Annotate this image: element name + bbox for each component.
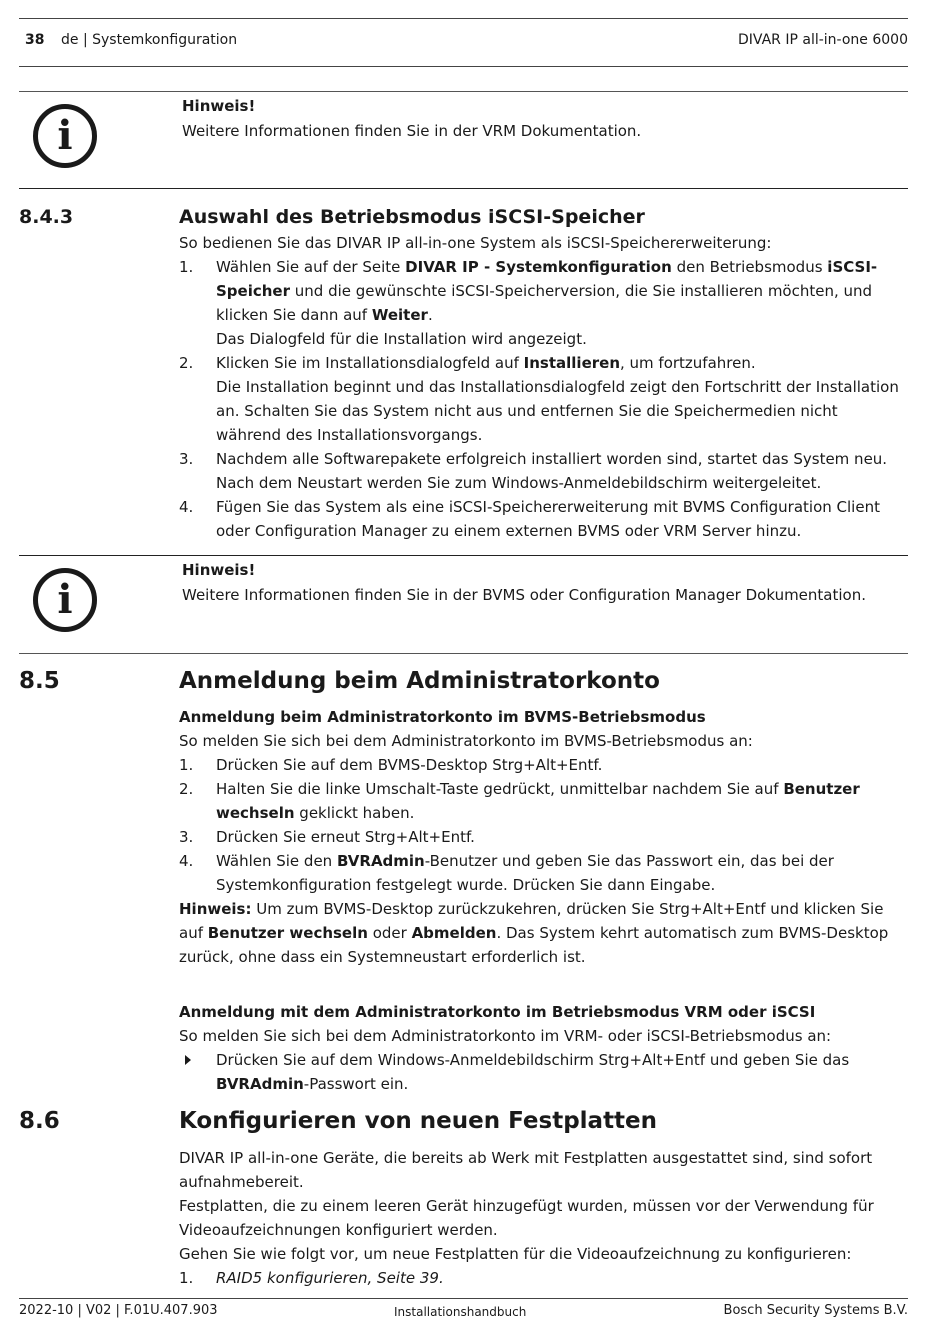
list-item [179, 351, 904, 447]
list-item [179, 777, 904, 825]
step-text: , um fortzufahren. [620, 354, 756, 372]
step-number: 3. [179, 450, 194, 468]
note-box [19, 92, 908, 188]
step-number: 4. [179, 852, 194, 870]
step-text: Drücken Sie auf dem BVMS-Desktop Strg+Alt+Entf. [216, 756, 603, 774]
list-item [179, 447, 904, 495]
paragraph: Gehen Sie wie folgt vor, um neue Festplatten für die Videoaufzeichnung zu konfigurieren: [179, 1245, 852, 1263]
section-body [179, 231, 904, 543]
hint-label: Hinweis: [179, 900, 252, 918]
section-title: Anmeldung beim Administratorkonto [179, 668, 660, 694]
ui-label: BVRAdmin [216, 1075, 304, 1093]
list-item [179, 255, 904, 351]
header-section: de | Systemkonfiguration [61, 32, 238, 48]
note-text: Weitere Informationen finden Sie in der VRM Dokumentation. [182, 122, 642, 140]
list-item [179, 1048, 904, 1096]
step-number: 1. [179, 258, 194, 276]
section-number: 8.4.3 [19, 206, 74, 228]
header-product: DIVAR IP all-in-one 6000 [738, 32, 908, 48]
section-title: Auswahl des Betriebsmodus iSCSI-Speicher [179, 206, 645, 228]
note-box [19, 556, 908, 652]
section-number: 8.5 [19, 668, 60, 694]
intro-text: So melden Sie sich bei dem Administratorkonto im BVMS-Betriebsmodus an: [179, 732, 753, 750]
step-number: 1. [179, 756, 194, 774]
step-text: Fügen Sie das System als eine iSCSI-Speichererweiterung mit BVMS Configuration Client oder Configuration Manager zu einem externen BVMS oder VRM Server hinzu. [216, 498, 880, 540]
step-text: . [427, 306, 433, 324]
step-list [179, 255, 904, 543]
step-text: Drücken Sie auf dem Windows-Anmeldebildschirm Strg+Alt+Entf und geben Sie das [216, 1051, 850, 1069]
step-number: 1. [179, 1269, 194, 1287]
list-item [179, 849, 904, 897]
ui-label: DIVAR IP - Systemkonfiguration [405, 258, 672, 276]
hint-paragraph [179, 897, 904, 969]
step-text: Klicken Sie im Installationsdialogfeld auf [216, 354, 524, 372]
step-text: geklickt haben. [294, 804, 415, 822]
footer-doc-type: Installationshandbuch [394, 1305, 527, 1319]
step-number: 3. [179, 828, 194, 846]
bullet-list [179, 1048, 904, 1096]
ui-label: Weiter [371, 306, 428, 324]
step-result: Nach dem Neustart werden Sie zum Windows-Anmeldebildschirm weitergeleitet. [216, 474, 822, 492]
step-text: -Passwort ein. [303, 1075, 409, 1093]
hint-text: Um zum BVMS-Desktop zurückzukehren, drücken Sie Strg+Alt+Entf und klicken Sie auf [179, 900, 884, 942]
ui-label: Abmelden [411, 924, 497, 942]
intro-text: So melden Sie sich bei dem Administratorkonto im VRM- oder iSCSI-Betriebsmodus an: [179, 1027, 832, 1045]
step-number: 2. [179, 354, 194, 372]
list-item [179, 753, 904, 777]
hint-text: oder [367, 924, 412, 942]
step-text: Wählen Sie den [216, 852, 337, 870]
ui-label: iSCSI-Speicher [216, 258, 878, 300]
step-text: -Benutzer und geben Sie das Passwort ein, das bei der Systemkonfiguration festgelegt wurde. Drücken Sie dann Eingabe. [216, 852, 834, 894]
hint-text: . Das System kehrt automatisch zum BVMS-Desktop zurück, ohne dass ein Systemneustart erforderlich ist. [179, 924, 889, 966]
section-body [179, 1146, 904, 1290]
step-text: Drücken Sie erneut Strg+Alt+Entf. [216, 828, 475, 846]
info-icon: i [33, 568, 97, 632]
list-item [179, 1266, 904, 1290]
list-item [179, 825, 904, 849]
step-result: Die Installation beginnt und das Installationsdialogfeld zeigt den Fortschritt der Installation an. Schalten Sie das System nicht aus und entfernen Sie die Speichermedien nicht während des Installationsvorgangs. [216, 378, 899, 444]
step-text: den Betriebsmodus [671, 258, 828, 276]
step-text: Halten Sie die linke Umschalt-Taste gedrückt, unmittelbar nachdem Sie auf [216, 780, 784, 798]
footer-company: Bosch Security Systems B.V. [723, 1303, 908, 1318]
paragraph: Festplatten, die zu einem leeren Gerät hinzugefügt wurden, müssen vor der Verwendung für Videoaufzeichnungen konfiguriert werden. [179, 1197, 874, 1239]
header-top-rule [19, 18, 908, 19]
note-bottom-rule [19, 188, 908, 189]
section-body [179, 705, 904, 969]
info-icon: i [33, 104, 97, 168]
header-bottom-rule [19, 66, 908, 67]
footer-version: 2022-10 | V02 | F.01U.407.903 [19, 1303, 218, 1318]
subheading: Anmeldung beim Administratorkonto im BVMS-Betriebsmodus [179, 708, 706, 726]
ui-label: Installieren [523, 354, 620, 372]
section-title: Konfigurieren von neuen Festplatten [179, 1108, 658, 1134]
step-list [179, 1266, 904, 1290]
step-text: Nachdem alle Softwarepakete erfolgreich installiert worden sind, startet das System neu. [216, 450, 888, 468]
note-bottom-rule [19, 653, 908, 654]
note-text: Weitere Informationen finden Sie in der BVMS oder Configuration Manager Dokumentation. [182, 586, 866, 604]
section-body [179, 1000, 904, 1096]
page-number: 38 [25, 32, 45, 48]
step-text: Wählen Sie auf der Seite [216, 258, 406, 276]
section-number: 8.6 [19, 1108, 60, 1134]
ui-label: Benutzer wechseln [207, 924, 368, 942]
step-number: 4. [179, 498, 194, 516]
list-item [179, 495, 904, 543]
intro-text: So bedienen Sie das DIVAR IP all-in-one System als iSCSI-Speichererweiterung: [179, 234, 772, 252]
step-number: 2. [179, 780, 194, 798]
page-header [19, 32, 908, 52]
ui-label: Benutzer wechseln [216, 780, 860, 822]
cross-reference-link[interactable]: RAID5 konfigurieren, Seite 39. [216, 1269, 444, 1287]
footer-rule [19, 1298, 908, 1299]
paragraph: DIVAR IP all-in-one Geräte, die bereits ab Werk mit Festplatten ausgestattet sind, sind sofort aufnahmebereit. [179, 1149, 873, 1191]
subheading: Anmeldung mit dem Administratorkonto im Betriebsmodus VRM oder iSCSI [179, 1003, 816, 1021]
step-text: und die gewünschte iSCSI-Speicherversion, die Sie installieren möchten, und klicken Sie dann auf [216, 282, 873, 324]
note-title: Hinweis! [182, 97, 256, 115]
note-title: Hinweis! [182, 561, 256, 579]
step-list [179, 753, 904, 897]
step-result: Das Dialogfeld für die Installation wird angezeigt. [216, 330, 587, 348]
arrow-bullet-icon [185, 1055, 191, 1065]
ui-label: BVRAdmin [336, 852, 425, 870]
